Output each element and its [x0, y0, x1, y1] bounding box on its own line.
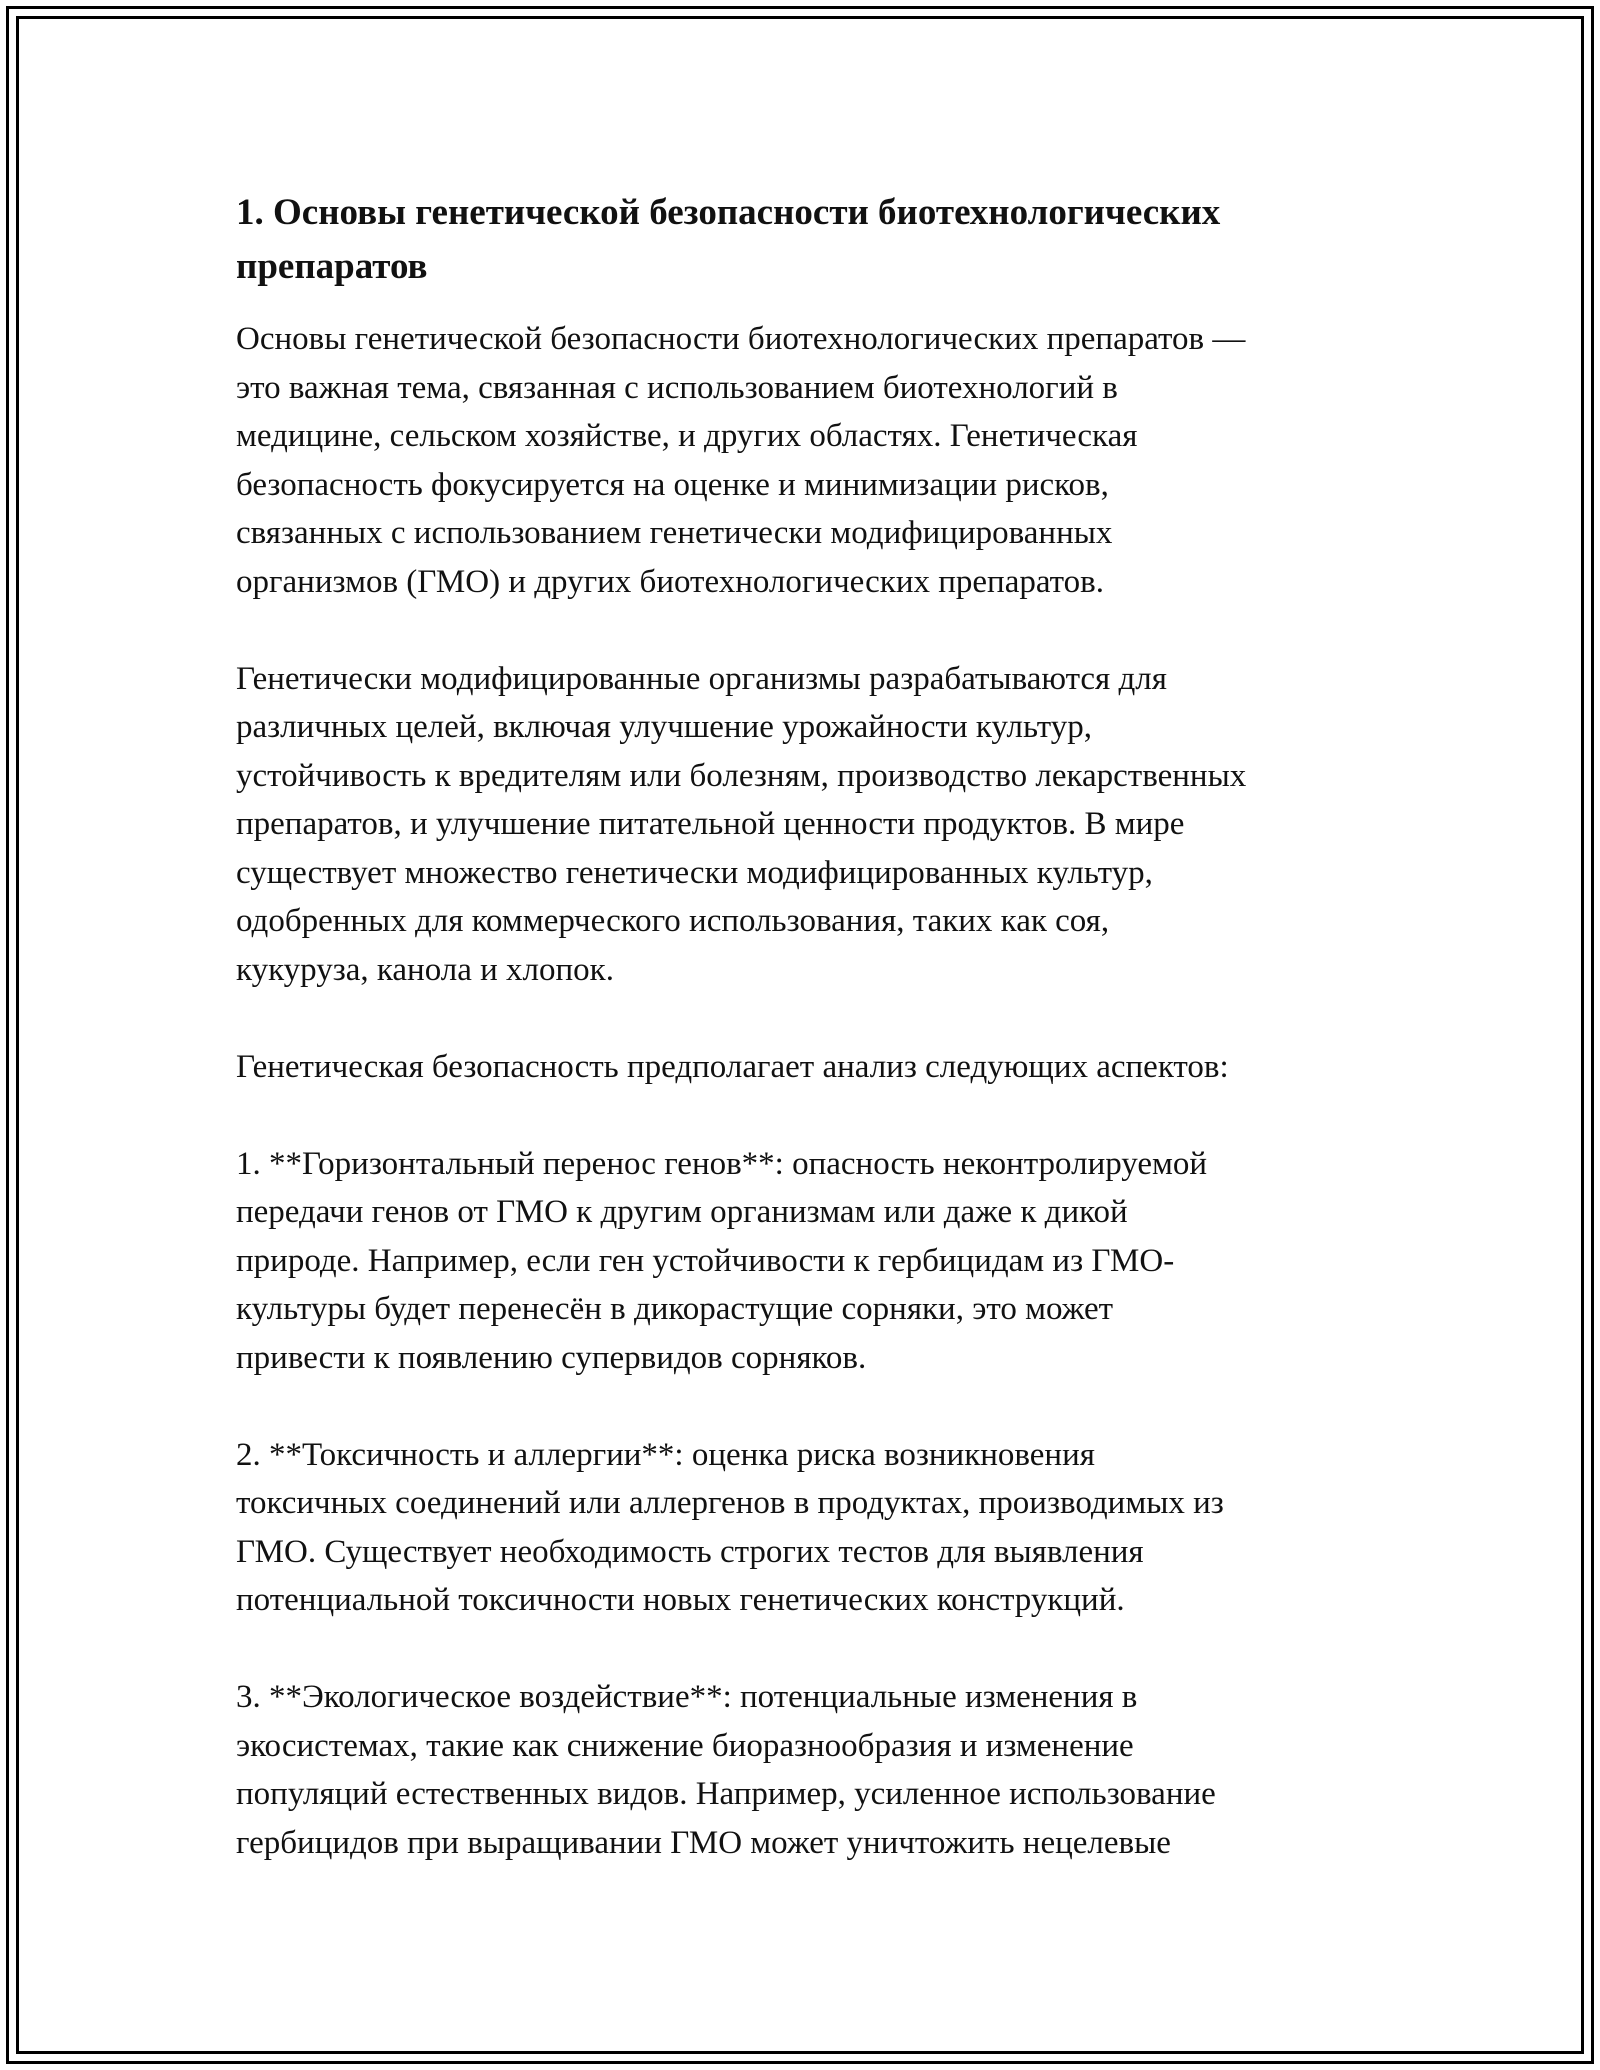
document-body [236, 186, 1386, 1867]
paragraph-gmo-purposes: Генетически модифицированные организмы разрабатываются для различных целей, включая улучшение урожайности культур, устойчивость к вредителям или болезням, производство лекарственных препаратов, и улучшение питательной ценности продуктов. В мире существует множество генетически модифицированных культур, одобренных для коммерческого использования, таких как соя, кукуруза, канола и хлопок. [236, 660, 1247, 988]
paragraph-intro: Основы генетической безопасности биотехнологических препаратов — это важная тема, связанная с использованием биотехнологий в медицине, сельском хозяйстве, и других областях. Генетическая безопасность фокусируется на оценке и минимизации рисков, связанных с использованием генетически модифицированных организмов (ГМО) и других биотехнологических препаратов. [236, 321, 1246, 600]
list-item-toxicity-allergies: 2. **Токсичность и аллергии**: оценка риска возникновения токсичных соединений или аллергенов в продуктах, производимых из ГМО. Существует необходимость строгих тестов для выявления потенциальной токсичности новых генетических конструкций. [236, 1436, 1224, 1618]
section-heading: 1. Основы генетической безопасности биотехнологических препаратов [236, 192, 1221, 287]
list-item-horizontal-gene-transfer: 1. **Горизонтальный перенос генов**: опасность неконтролируемой передачи генов от ГМО к другим организмам или даже к дикой природе. Например, если ген устойчивости к гербицидам из ГМО- культуры будет перенесён в дикорастущие сорняки, это может привести к появлению супервидов сорняков. [236, 1145, 1208, 1376]
paragraph-aspects-lead: Генетическая безопасность предполагает анализ следующих аспектов: [236, 1048, 1229, 1085]
list-item-ecological-impact: 3. **Экологическое воздействие**: потенциальные изменения в экосистемах, такие как снижение биоразнообразия и изменение популяций естественных видов. Например, усиленное использование гербицидов при выращивании ГМО может уничтожить нецелевые [236, 1679, 1216, 1861]
